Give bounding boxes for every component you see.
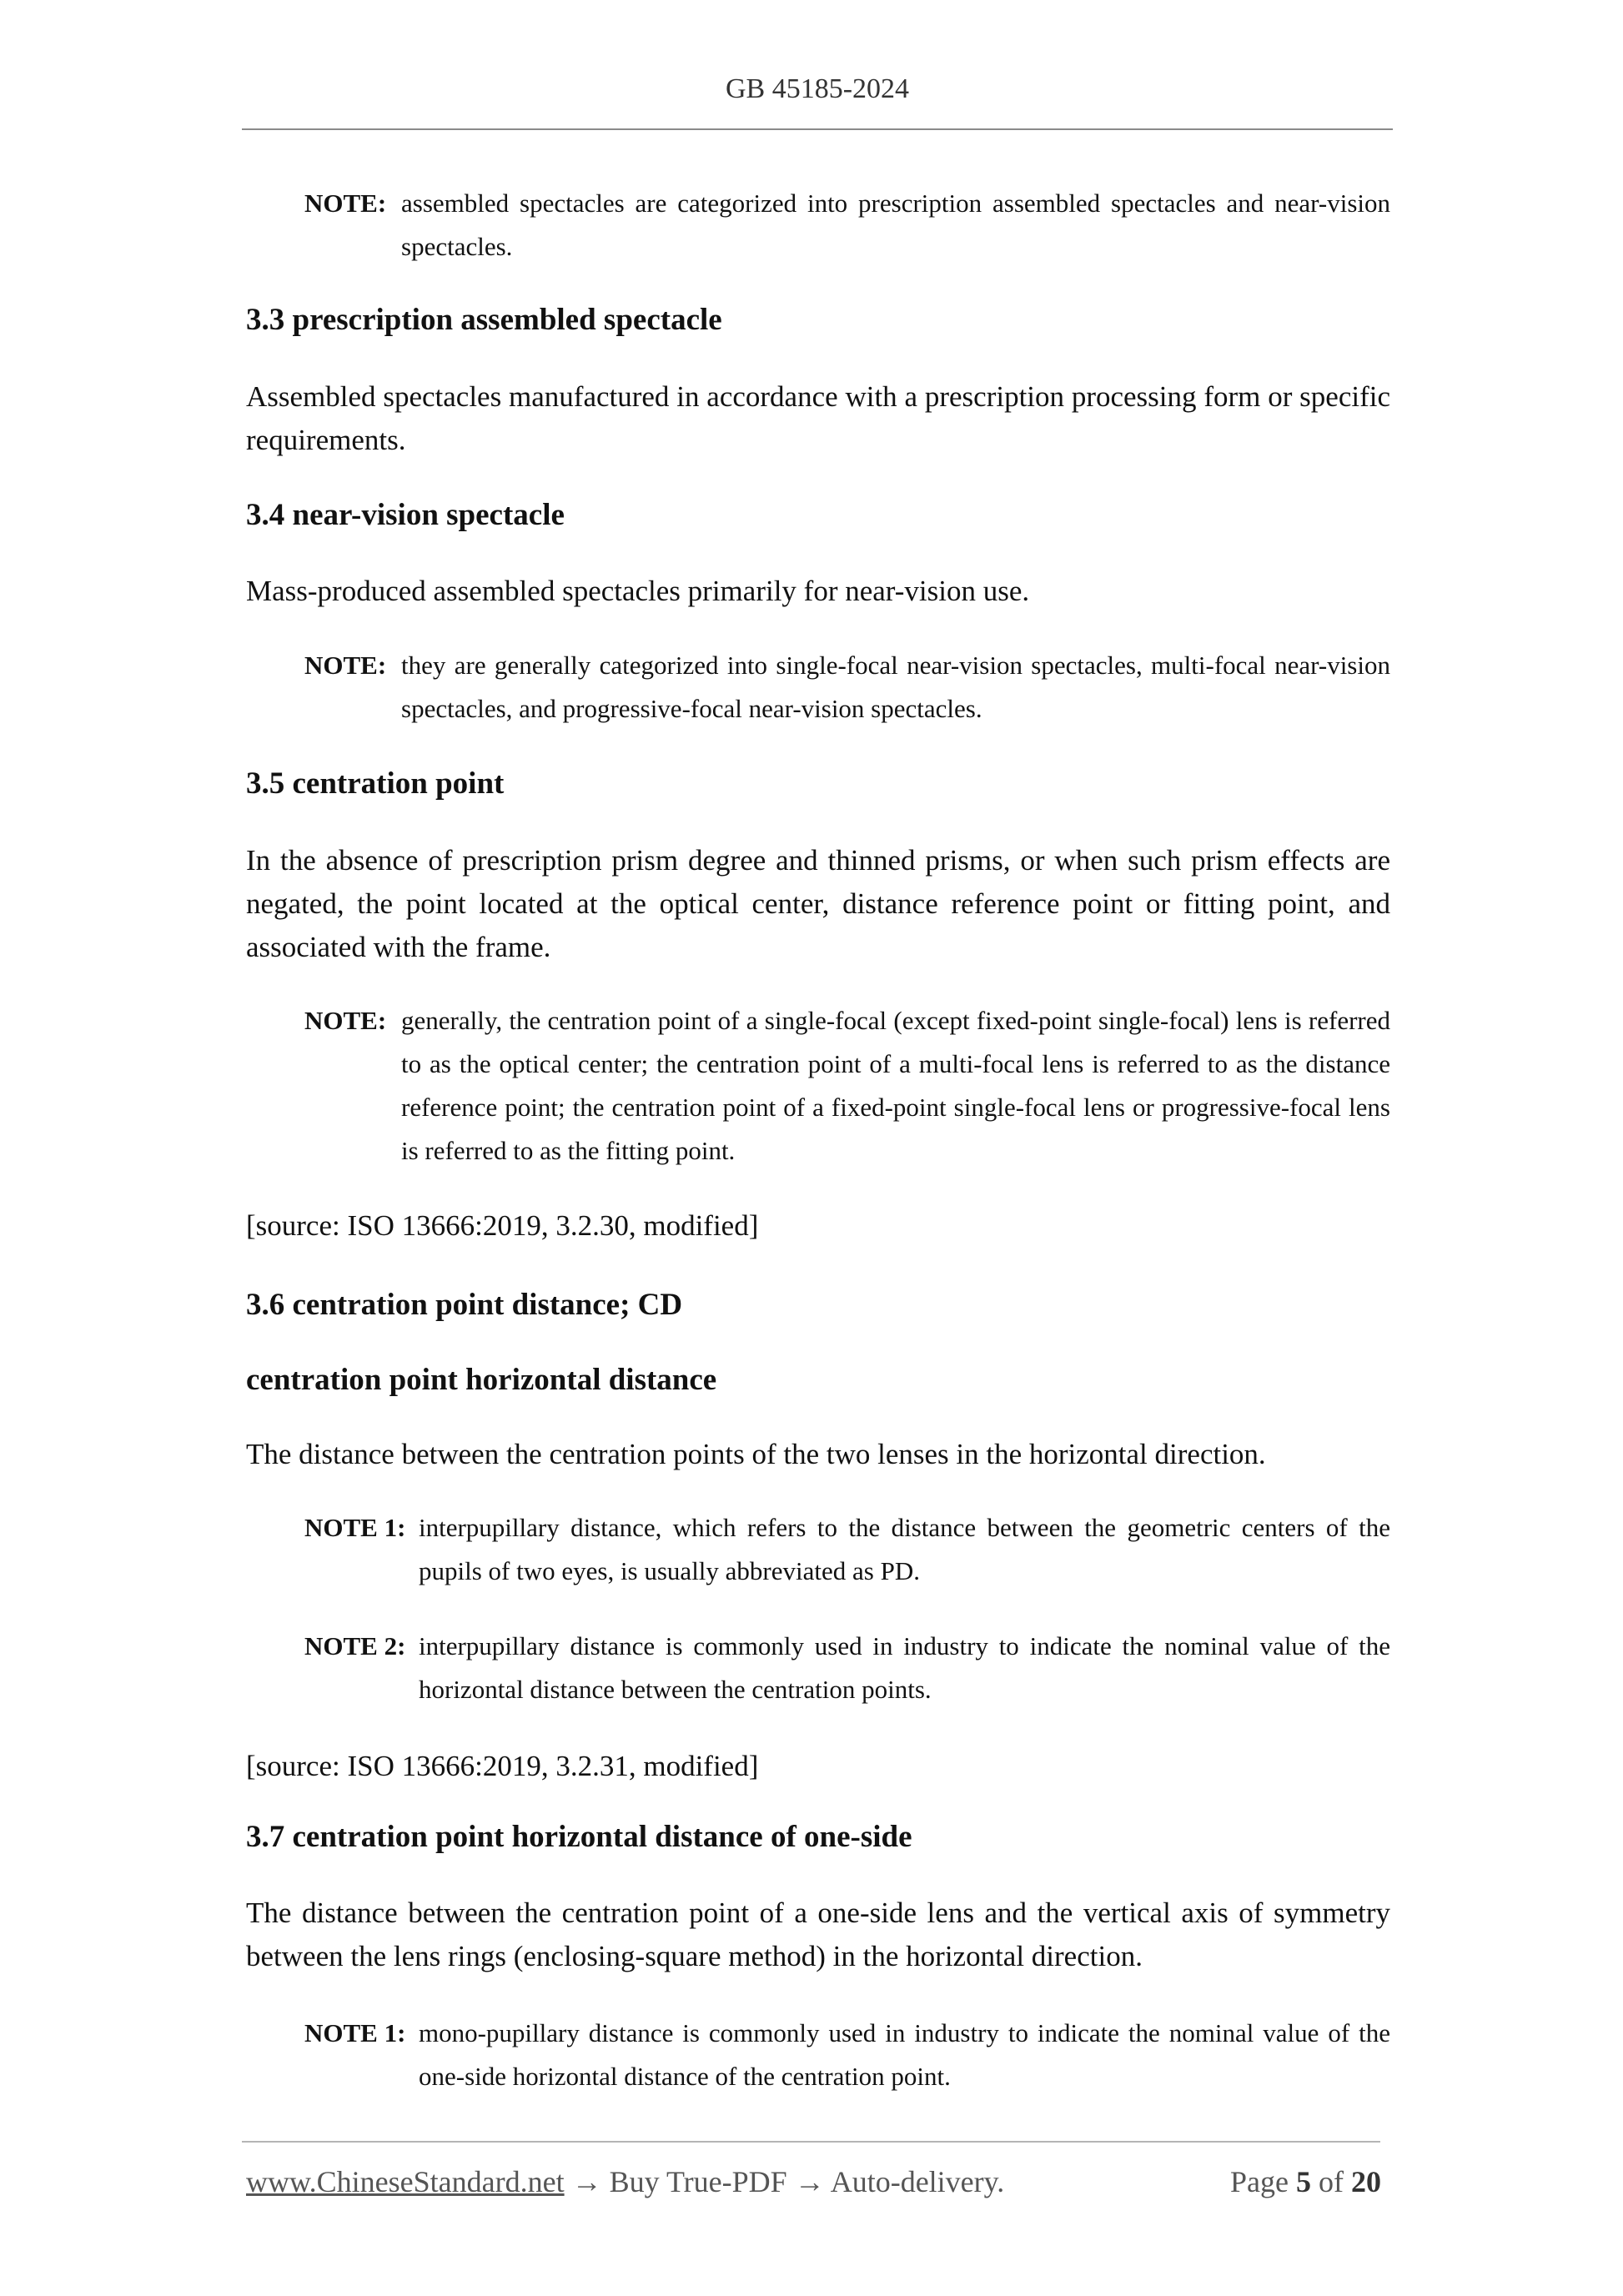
page-header: GB 45185-2024 bbox=[725, 73, 910, 104]
note-label: NOTE 1: bbox=[304, 1513, 406, 1542]
page-number: 5 bbox=[1296, 2165, 1311, 2198]
buy-true-pdf-text: Buy True-PDF bbox=[609, 2165, 787, 2198]
header-divider bbox=[242, 128, 1393, 130]
note-assembled-spectacles bbox=[304, 182, 1390, 269]
arrow-right-icon: → bbox=[571, 2165, 602, 2198]
section-3-6-definition: The distance between the centration points of the two lenses in the horizontal direction. bbox=[246, 1438, 1266, 1470]
section-3-6-subheading: centration point horizontal distance bbox=[246, 1363, 717, 1397]
section-3-4-heading: 3.4 near-vision spectacle bbox=[246, 498, 565, 532]
note-label: NOTE: bbox=[304, 188, 387, 218]
note-label: NOTE 2: bbox=[304, 1631, 406, 1660]
of-word: of bbox=[1319, 2165, 1344, 2198]
section-3-6-note-2 bbox=[304, 1625, 1390, 1711]
note-text: they are generally categorized into single-focal near-vision spectacles, multi-focal near-vision spectacles, and progressive-focal near-vision spectacles. bbox=[401, 651, 1390, 723]
section-3-3-heading: 3.3 prescription assembled spectacle bbox=[246, 303, 722, 337]
section-3-6-source: [source: ISO 13666:2019, 3.2.31, modified] bbox=[246, 1750, 759, 1782]
section-3-5-heading: 3.5 centration point bbox=[246, 766, 505, 801]
section-3-6-heading: 3.6 centration point distance; CD bbox=[246, 1288, 683, 1322]
note-text: assembled spectacles are categorized into prescription assembled spectacles and near-vision spectacles. bbox=[401, 188, 1390, 261]
section-3-3-definition: Assembled spectacles manufactured in accordance with a prescription processing form or specific requirements. bbox=[246, 380, 1390, 456]
page-word: Page bbox=[1230, 2165, 1289, 2198]
note-text: interpupillary distance is commonly used in industry to indicate the nominal value of the horizontal distance between the centration points. bbox=[419, 1631, 1390, 1704]
footer-promo bbox=[246, 2164, 1004, 2199]
section-3-7-definition: The distance between the centration point of a one-side lens and the vertical axis of symmetry between the lens rings (enclosing-square method) in the horizontal direction. bbox=[246, 1897, 1390, 1972]
section-3-7-note-1 bbox=[304, 2012, 1390, 2098]
section-3-5-note bbox=[304, 999, 1390, 1173]
section-3-4-note bbox=[304, 644, 1390, 731]
note-label: NOTE 1: bbox=[304, 2018, 406, 2047]
section-3-5-source: [source: ISO 13666:2019, 3.2.30, modified] bbox=[246, 1209, 759, 1242]
website-link[interactable]: www.ChineseStandard.net bbox=[246, 2165, 565, 2198]
note-text: interpupillary distance, which refers to the distance between the geometric centers of the pupils of two eyes, is usually abbreviated as PD. bbox=[419, 1513, 1390, 1585]
section-3-5-definition: In the absence of prescription prism degree and thinned prisms, or when such prism effects are negated, the point located at the optical center, distance reference point or fitting point, and associated with the frame. bbox=[246, 844, 1390, 963]
auto-delivery-text: Auto-delivery. bbox=[830, 2165, 1005, 2198]
note-label: NOTE: bbox=[304, 651, 387, 680]
page-indicator bbox=[1230, 2164, 1381, 2199]
note-label: NOTE: bbox=[304, 1006, 387, 1035]
note-text: generally, the centration point of a single-focal (except fixed-point single-focal) lens is referred to as the optical center; the centration point of a multi-focal lens is referred to as the distance reference point; the centration point of a fixed-point single-focal lens or progressive-focal lens is referred to as the fitting point. bbox=[401, 1006, 1390, 1165]
section-3-6-note-1 bbox=[304, 1506, 1390, 1593]
page-total: 20 bbox=[1351, 2165, 1381, 2198]
section-3-7-heading: 3.7 centration point horizontal distance of one-side bbox=[246, 1820, 912, 1854]
section-3-4-definition: Mass-produced assembled spectacles primarily for near-vision use. bbox=[246, 575, 1030, 607]
note-text: mono-pupillary distance is commonly used in industry to indicate the nominal value of the one-side horizontal distance of the centration point. bbox=[419, 2018, 1390, 2091]
arrow-right-icon: → bbox=[794, 2165, 825, 2198]
footer-divider bbox=[242, 2141, 1380, 2143]
